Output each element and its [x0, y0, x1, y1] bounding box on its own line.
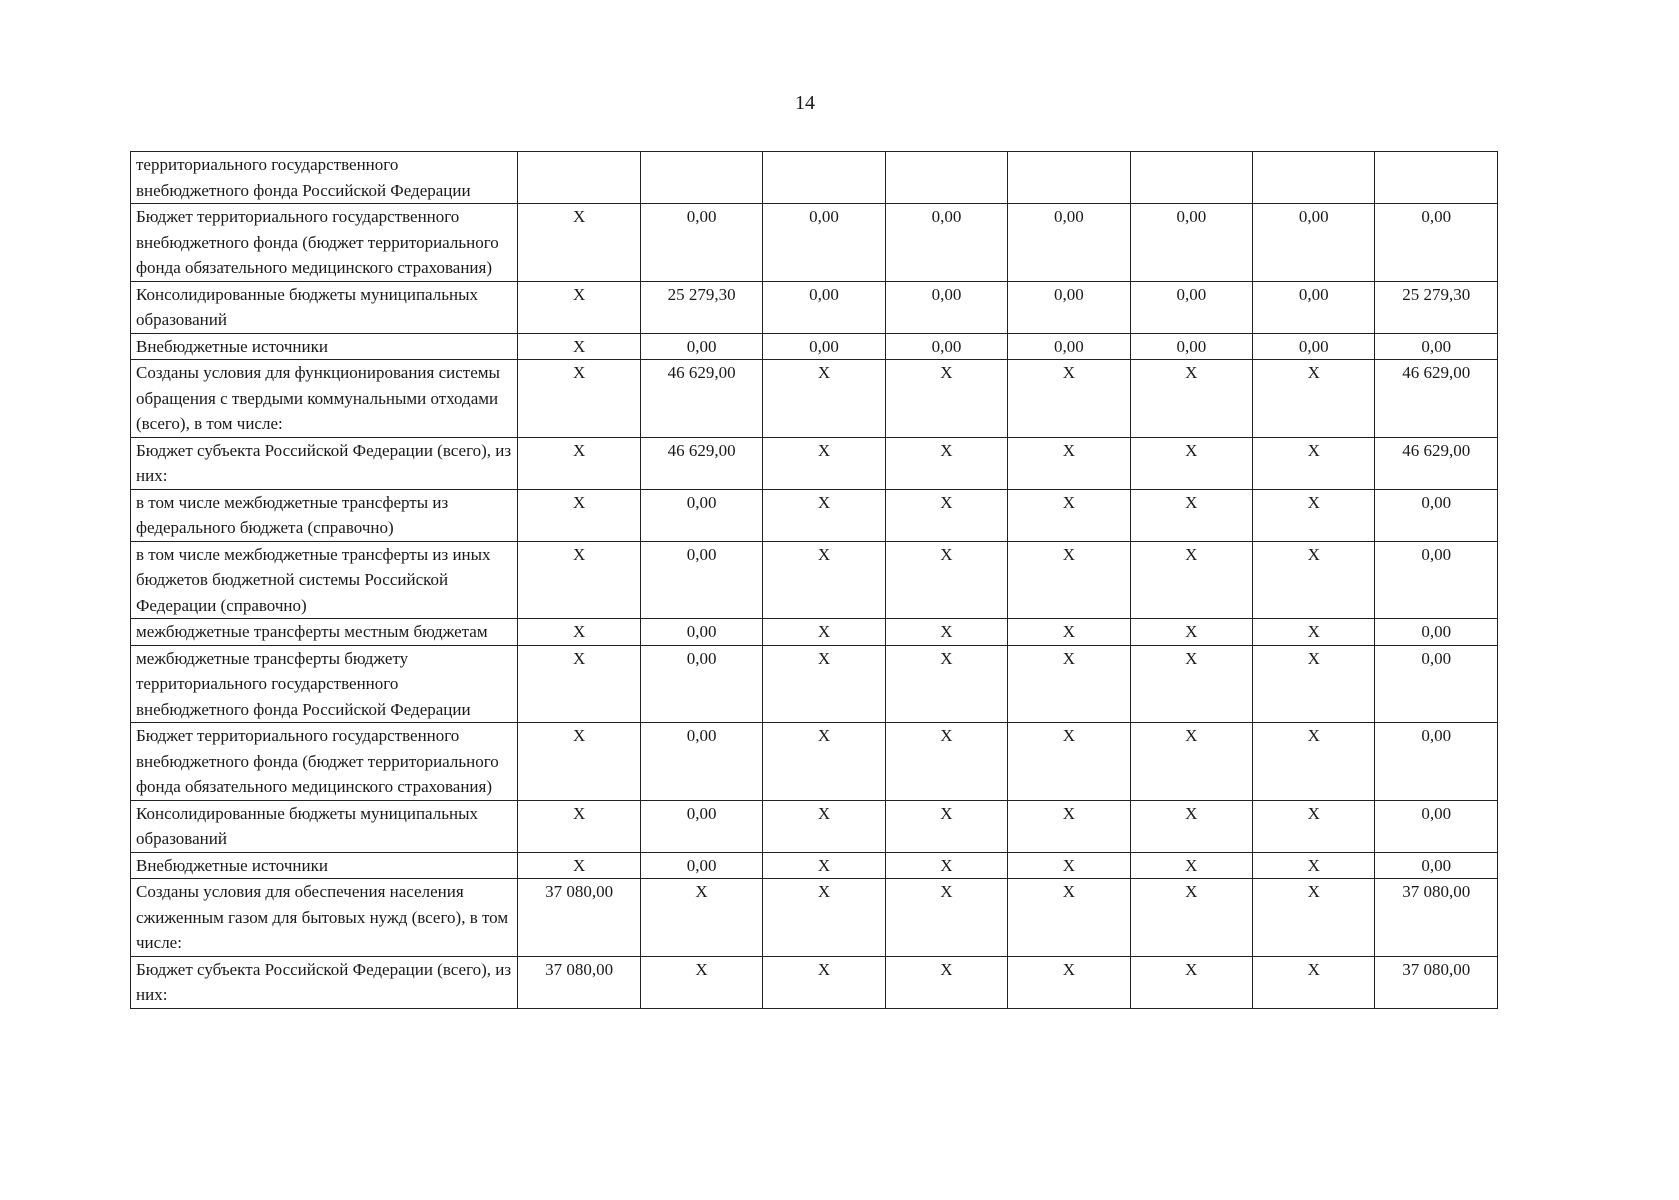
table-row — [131, 619, 1498, 646]
table-row — [131, 360, 1498, 438]
table-row — [131, 437, 1498, 489]
value-cell: 0,00 — [640, 852, 762, 879]
value-cell: X — [1253, 852, 1375, 879]
value-cell: 0,00 — [1008, 204, 1130, 282]
row-label: межбюджетные трансферты местным бюджетам — [131, 619, 518, 646]
value-cell: 0,00 — [1130, 204, 1252, 282]
value-cell: X — [1253, 360, 1375, 438]
value-cell: X — [1253, 800, 1375, 852]
value-cell: X — [1253, 489, 1375, 541]
value-cell: X — [1253, 541, 1375, 619]
value-cell — [1008, 152, 1130, 204]
value-cell: X — [1008, 723, 1130, 801]
value-cell: X — [640, 879, 762, 957]
row-label: Бюджет территориального государственного внебюджетного фонда (бюджет территориального фонда обязательного медицинского страхования) — [131, 204, 518, 282]
value-cell: X — [885, 852, 1007, 879]
value-cell: X — [518, 281, 640, 333]
value-cell: X — [763, 619, 885, 646]
value-cell: 0,00 — [1375, 852, 1498, 879]
table-row — [131, 489, 1498, 541]
row-label: Созданы условия для функционирования системы обращения с твердыми коммунальными отходами (всего), в том числе: — [131, 360, 518, 438]
value-cell: 37 080,00 — [518, 879, 640, 957]
value-cell — [1375, 152, 1498, 204]
value-cell — [885, 152, 1007, 204]
table-body — [131, 152, 1498, 1009]
value-cell: X — [763, 541, 885, 619]
value-cell: 0,00 — [885, 281, 1007, 333]
value-cell: 0,00 — [763, 281, 885, 333]
table-row — [131, 204, 1498, 282]
value-cell: X — [1008, 879, 1130, 957]
value-cell: X — [763, 360, 885, 438]
value-cell: X — [1008, 800, 1130, 852]
value-cell: X — [1130, 489, 1252, 541]
value-cell: X — [763, 852, 885, 879]
value-cell: 0,00 — [1130, 281, 1252, 333]
table-row — [131, 333, 1498, 360]
value-cell: X — [1130, 619, 1252, 646]
row-label: Консолидированные бюджеты муниципальных образований — [131, 281, 518, 333]
value-cell: 0,00 — [763, 204, 885, 282]
value-cell: X — [763, 437, 885, 489]
value-cell: 46 629,00 — [640, 360, 762, 438]
value-cell: 0,00 — [1375, 723, 1498, 801]
value-cell: X — [1130, 645, 1252, 723]
value-cell: X — [1130, 437, 1252, 489]
value-cell: X — [1253, 723, 1375, 801]
value-cell: X — [1253, 619, 1375, 646]
table-row — [131, 541, 1498, 619]
table-row — [131, 723, 1498, 801]
value-cell: X — [763, 800, 885, 852]
value-cell: 0,00 — [763, 333, 885, 360]
value-cell: X — [1130, 879, 1252, 957]
value-cell: X — [763, 879, 885, 957]
value-cell: X — [763, 489, 885, 541]
value-cell: 0,00 — [1375, 800, 1498, 852]
table-row — [131, 800, 1498, 852]
value-cell: X — [885, 489, 1007, 541]
value-cell: 0,00 — [885, 204, 1007, 282]
value-cell — [1130, 152, 1252, 204]
value-cell: X — [518, 360, 640, 438]
table-row — [131, 956, 1498, 1008]
value-cell: 0,00 — [640, 541, 762, 619]
value-cell: X — [1253, 879, 1375, 957]
value-cell: 37 080,00 — [518, 956, 640, 1008]
value-cell: X — [1253, 437, 1375, 489]
value-cell: 37 080,00 — [1375, 879, 1498, 957]
value-cell: X — [518, 489, 640, 541]
table-row — [131, 152, 1498, 204]
value-cell — [763, 152, 885, 204]
row-label: Внебюджетные источники — [131, 333, 518, 360]
value-cell: 0,00 — [1253, 281, 1375, 333]
value-cell: X — [1008, 852, 1130, 879]
value-cell: X — [1130, 852, 1252, 879]
value-cell: 0,00 — [1375, 619, 1498, 646]
value-cell: X — [885, 619, 1007, 646]
value-cell: X — [1130, 956, 1252, 1008]
value-cell: 0,00 — [1375, 333, 1498, 360]
value-cell: X — [885, 800, 1007, 852]
row-label: Внебюджетные источники — [131, 852, 518, 879]
value-cell: X — [518, 800, 640, 852]
value-cell: X — [1008, 956, 1130, 1008]
value-cell: 46 629,00 — [1375, 437, 1498, 489]
value-cell: X — [1253, 956, 1375, 1008]
page-number: 14 — [795, 92, 815, 114]
value-cell: 0,00 — [1008, 281, 1130, 333]
value-cell: X — [1008, 541, 1130, 619]
value-cell: 0,00 — [1130, 333, 1252, 360]
value-cell: 0,00 — [1008, 333, 1130, 360]
value-cell — [640, 152, 762, 204]
value-cell: X — [1130, 723, 1252, 801]
table-row — [131, 645, 1498, 723]
value-cell: X — [1008, 489, 1130, 541]
value-cell: X — [1008, 437, 1130, 489]
value-cell: X — [885, 645, 1007, 723]
value-cell: X — [885, 360, 1007, 438]
value-cell — [1253, 152, 1375, 204]
value-cell: 46 629,00 — [1375, 360, 1498, 438]
value-cell: 0,00 — [1375, 541, 1498, 619]
value-cell: X — [763, 956, 885, 1008]
value-cell: X — [763, 645, 885, 723]
value-cell: X — [1008, 619, 1130, 646]
value-cell: 37 080,00 — [1375, 956, 1498, 1008]
value-cell: 0,00 — [640, 619, 762, 646]
value-cell — [518, 152, 640, 204]
value-cell: X — [885, 541, 1007, 619]
value-cell: 0,00 — [1375, 204, 1498, 282]
value-cell: X — [885, 956, 1007, 1008]
value-cell: X — [518, 204, 640, 282]
budget-table — [130, 151, 1498, 1009]
value-cell: 0,00 — [1253, 204, 1375, 282]
row-label: Консолидированные бюджеты муниципальных образований — [131, 800, 518, 852]
row-label: в том числе межбюджетные трансферты из федерального бюджета (справочно) — [131, 489, 518, 541]
row-label: Бюджет субъекта Российской Федерации (всего), из них: — [131, 437, 518, 489]
value-cell: 0,00 — [1253, 333, 1375, 360]
table-row — [131, 879, 1498, 957]
value-cell: X — [518, 437, 640, 489]
value-cell: X — [518, 333, 640, 360]
value-cell: X — [1130, 541, 1252, 619]
row-label: территориального государственного внебюджетного фонда Российской Федерации — [131, 152, 518, 204]
value-cell: X — [1008, 360, 1130, 438]
value-cell: X — [640, 956, 762, 1008]
value-cell: X — [518, 619, 640, 646]
value-cell: 0,00 — [640, 800, 762, 852]
value-cell: 0,00 — [640, 204, 762, 282]
row-label: в том числе межбюджетные трансферты из иных бюджетов бюджетной системы Российской Федерации (справочно) — [131, 541, 518, 619]
value-cell: X — [885, 879, 1007, 957]
value-cell: X — [763, 723, 885, 801]
value-cell: X — [1008, 645, 1130, 723]
value-cell: 0,00 — [640, 645, 762, 723]
value-cell: 0,00 — [640, 723, 762, 801]
value-cell: X — [885, 723, 1007, 801]
row-label: межбюджетные трансферты бюджету территориального государственного внебюджетного фонда Российской Федерации — [131, 645, 518, 723]
value-cell: 0,00 — [1375, 645, 1498, 723]
value-cell: X — [518, 852, 640, 879]
value-cell: X — [1130, 360, 1252, 438]
value-cell: 0,00 — [640, 333, 762, 360]
value-cell: 46 629,00 — [640, 437, 762, 489]
table-row — [131, 281, 1498, 333]
row-label: Бюджет субъекта Российской Федерации (всего), из них: — [131, 956, 518, 1008]
value-cell: X — [885, 437, 1007, 489]
value-cell: 25 279,30 — [640, 281, 762, 333]
value-cell: 0,00 — [640, 489, 762, 541]
value-cell: X — [1130, 800, 1252, 852]
row-label: Созданы условия для обеспечения населения сжиженным газом для бытовых нужд (всего), в том числе: — [131, 879, 518, 957]
table-row — [131, 852, 1498, 879]
value-cell: 0,00 — [885, 333, 1007, 360]
row-label: Бюджет территориального государственного внебюджетного фонда (бюджет территориального фонда обязательного медицинского страхования) — [131, 723, 518, 801]
value-cell: X — [518, 723, 640, 801]
value-cell: 25 279,30 — [1375, 281, 1498, 333]
value-cell: X — [518, 645, 640, 723]
value-cell: 0,00 — [1375, 489, 1498, 541]
value-cell: X — [1253, 645, 1375, 723]
value-cell: X — [518, 541, 640, 619]
